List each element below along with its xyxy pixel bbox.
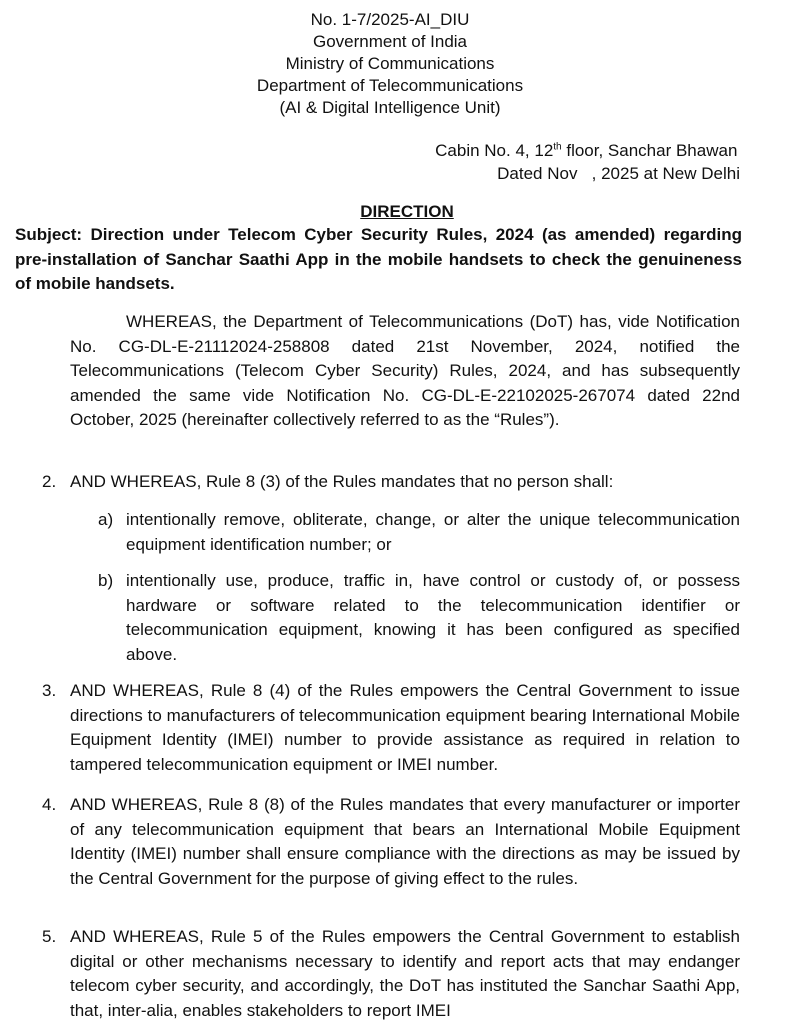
document-title: DIRECTION <box>360 202 454 221</box>
department-name: Department of Telecommunications <box>256 76 524 95</box>
clause-a: intentionally remove, obliterate, change, or alter the unique telecommunication equipment identification number; or <box>126 510 740 554</box>
office-address-post: floor, Sanchar Bhawan <box>561 141 738 160</box>
date-line: Dated Nov , 2025 at New Delhi <box>497 164 740 183</box>
office-address-sup: th <box>553 141 562 153</box>
clause-a-label: a) <box>98 510 114 529</box>
unit-name: (AI & Digital Intelligence Unit) <box>279 98 501 117</box>
address-block <box>435 139 740 185</box>
clause-b-label: b) <box>98 571 114 590</box>
office-address <box>435 139 740 162</box>
paragraph-2: AND WHEREAS, Rule 8 (3) of the Rules mandates that no person shall: <box>70 472 614 491</box>
subject-line: Subject: Direction under Telecom Cyber Security Rules, 2024 (as amended) regarding pre-installation of Sanchar Saathi App in the mobile handsets to check the genuineness of mobile handsets. <box>15 225 742 293</box>
paragraph-5: AND WHEREAS, Rule 5 of the Rules empowers the Central Government to establish digital or other mechanisms necessary to identify and report acts that may endanger telecom cyber security, and accordingly, the DoT has instituted the Sanchar Saathi App, that, inter-alia, enables stakeholders to report IMEI <box>70 927 740 1020</box>
paragraph-5-number: 5. <box>42 927 57 946</box>
clause-b: intentionally use, produce, traffic in, have control or custody of, or possess hardware or software related to the telecommunication identifier or telecommunication equipment, knowing it has been configured as specified above. <box>126 571 740 664</box>
paragraph-3: AND WHEREAS, Rule 8 (4) of the Rules empowers the Central Government to issue directions to manufacturers of telecommunication equipment bearing International Mobile Equipment Identity (IMEI) number to provide assistance as required in relation to tampered telecommunication equipment or IMEI number. <box>70 681 740 774</box>
paragraph-4: AND WHEREAS, Rule 8 (8) of the Rules mandates that every manufacturer or importer of any telecommunication equipment that bears an International Mobile Equipment Identity (IMEI) number shall ensure compliance with the directions as may be issued by the Central Government for the purpose of giving effect to the rules. <box>70 795 740 888</box>
paragraph-4-number: 4. <box>42 795 57 814</box>
letterhead <box>0 9 790 119</box>
government-name: Government of India <box>312 32 468 51</box>
paragraph-2-number: 2. <box>42 472 57 491</box>
paragraph-1: WHEREAS, the Department of Telecommunications (DoT) has, vide Notification No. CG-DL-E-21112024-258808 dated 21st November, 2024, notified the Telecommunications (Telecom Cyber Security) Rules, 2024, and has subsequently amended the same vide Notification No. CG-DL-E-22102025-267074 dated 22nd October, 2025 (hereinafter collectively referred to as the “Rules”). <box>70 312 740 429</box>
paragraph-3-number: 3. <box>42 681 57 700</box>
ministry-name: Ministry of Communications <box>285 54 495 73</box>
office-address-pre: Cabin No. 4, 12 <box>435 141 554 160</box>
file-number: No. 1-7/2025-AI_DIU <box>310 10 470 29</box>
